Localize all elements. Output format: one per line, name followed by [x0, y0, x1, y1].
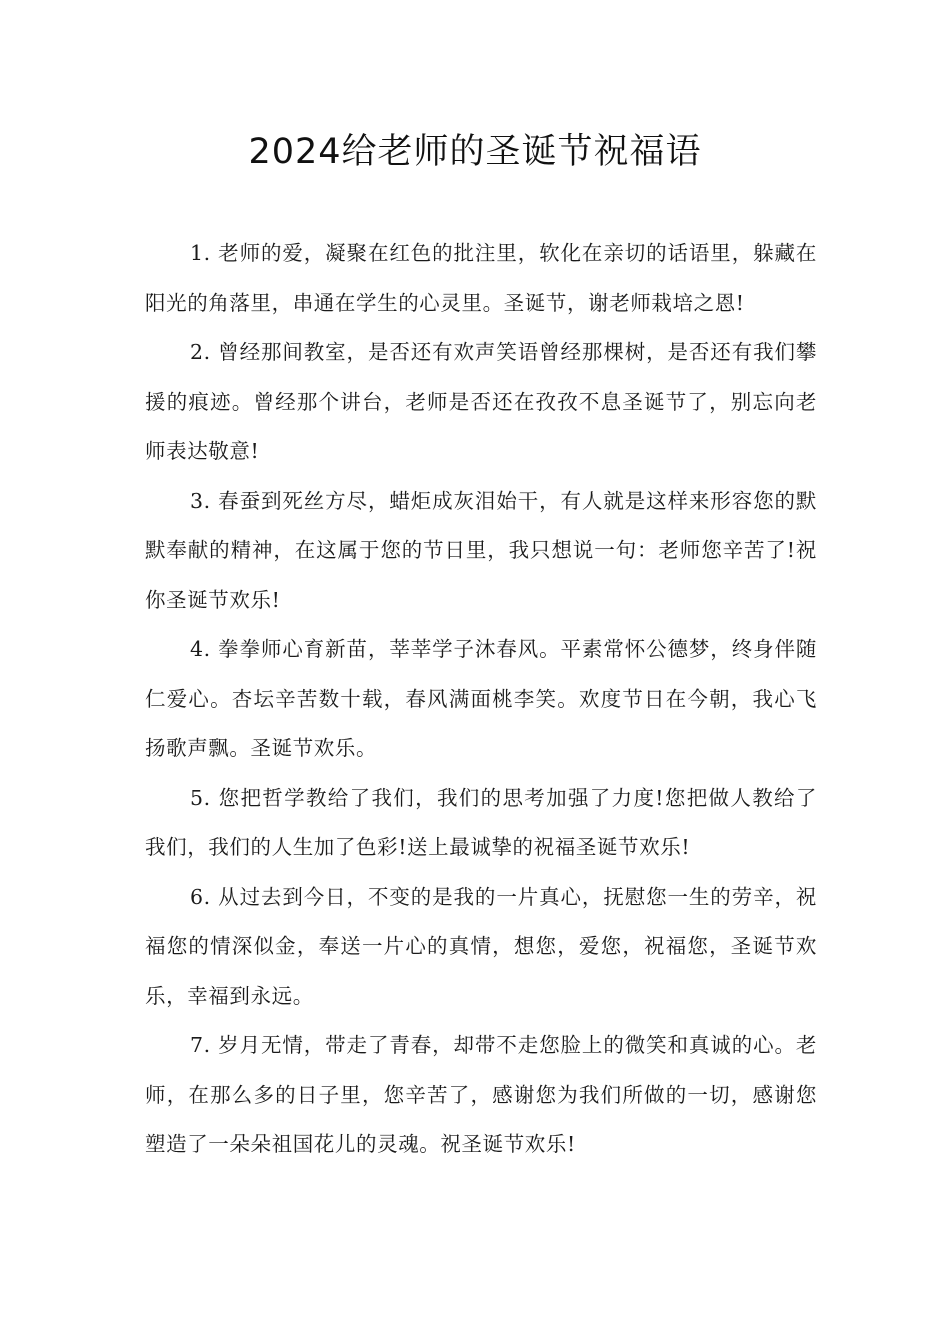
paragraph-6: 6. 从过去到今日，不变的是我的一片真心，抚慰您一生的劳辛，祝福您的情深似金，奉送一片心的真情，想您，爱您，祝福您，圣诞节欢乐，幸福到永远。 — [145, 884, 817, 1008]
paragraph-5: 5. 您把哲学教给了我们，我们的思考加强了力度!您把做人教给了我们，我们的人生加了色彩!送上最诚挚的祝福圣诞节欢乐! — [145, 785, 817, 859]
document-title: 2024给老师的圣诞节祝福语 — [248, 132, 702, 172]
document-body — [145, 229, 817, 1170]
paragraph-4: 4. 拳拳师心育新苗，莘莘学子沐春风。平素常怀公德梦，终身伴随仁爱心。杏坛辛苦数十载，春风满面桃李笑。欢度节日在今朝，我心飞扬歌声飘。圣诞节欢乐。 — [145, 637, 817, 760]
paragraph-7: 7. 岁月无情，带走了青春，却带不走您脸上的微笑和真诚的心。老师，在那么多的日子里，您辛苦了，感谢您为我们所做的一切，感谢您塑造了一朵朵祖国花儿的灵魂。祝圣诞节欢乐! — [145, 1033, 817, 1156]
paragraph-2: 2. 曾经那间教室，是否还有欢声笑语曾经那棵树，是否还有我们攀援的痕迹。曾经那个讲台，老师是否还在孜孜不息圣诞节了，别忘向老师表达敬意! — [145, 340, 817, 463]
paragraph-3: 3. 春蚕到死丝方尽，蜡炬成灰泪始干，有人就是这样来形容您的默默奉献的精神，在这属于您的节日里，我只想说一句：老师您辛苦了!祝你圣诞节欢乐! — [145, 488, 817, 612]
paragraph-1: 1. 老师的爱，凝聚在红色的批注里，软化在亲切的话语里，躲藏在阳光的角落里，串通在学生的心灵里。圣诞节，谢老师栽培之恩! — [145, 241, 817, 315]
